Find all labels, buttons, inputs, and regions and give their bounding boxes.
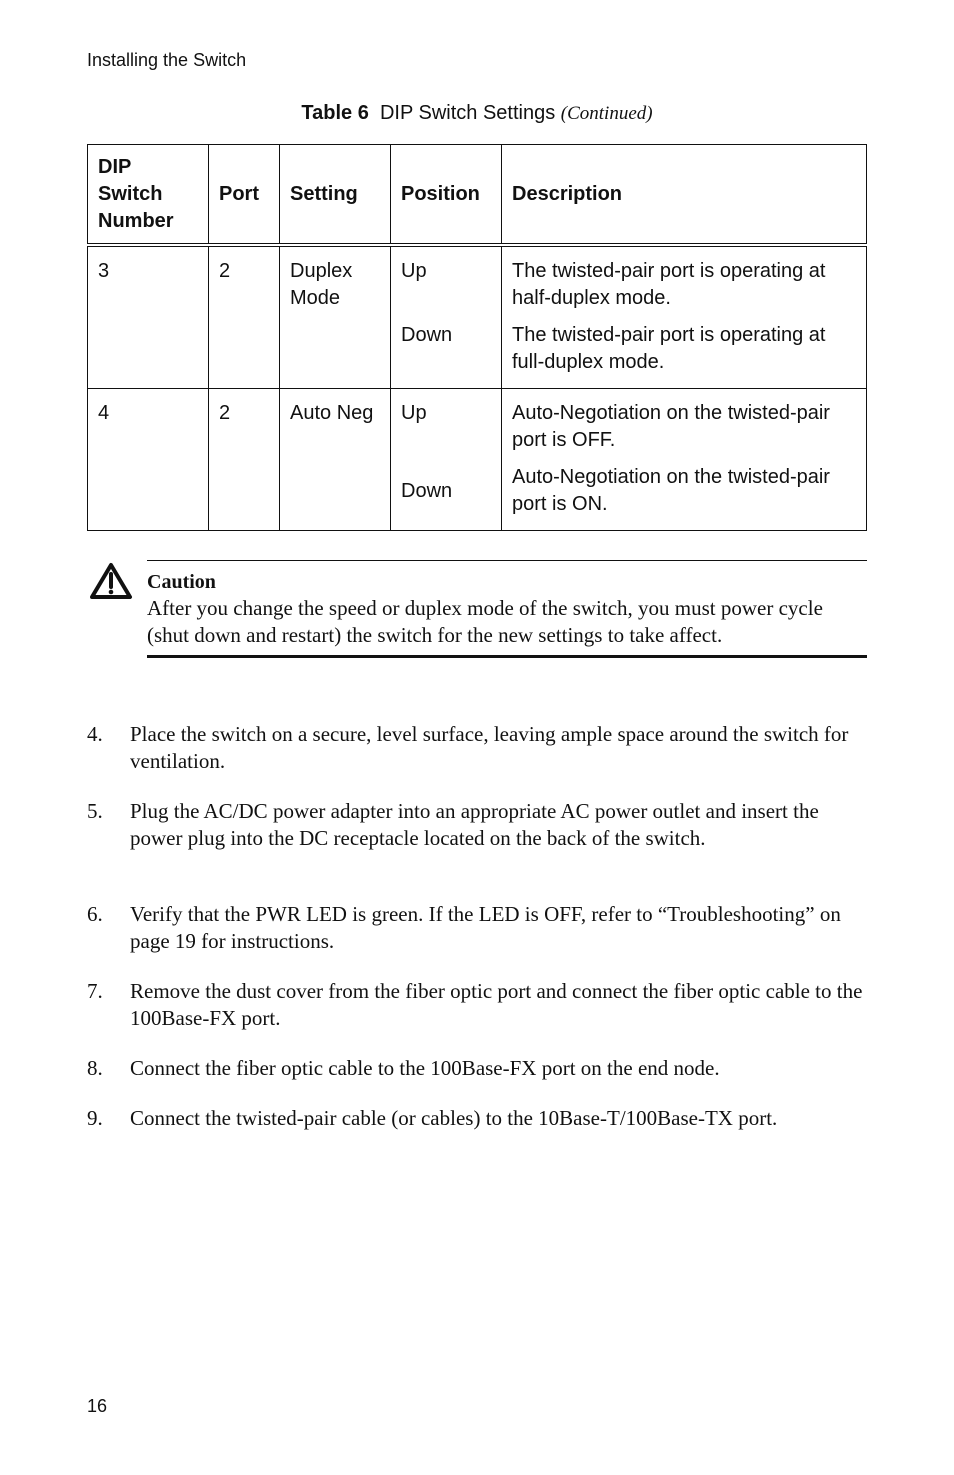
table-row: [88, 245, 867, 389]
step-text: Place the switch on a secure, level surface, leaving ample space around the switch for ventilation.: [130, 722, 849, 773]
instruction-steps: [87, 721, 867, 1132]
cell-port: 2: [209, 389, 280, 531]
cell-description: [502, 389, 867, 531]
table-caption-continued: (Continued): [560, 103, 653, 124]
cell-dip: 4: [88, 389, 209, 531]
table-caption-title: DIP Switch Settings: [379, 102, 556, 124]
column-header-description: Description: [502, 145, 867, 246]
description-up: Auto-Negotiation on the twisted-pair port is OFF.: [512, 402, 830, 451]
cell-port: 2: [209, 245, 280, 389]
step-number: 8.: [87, 1056, 103, 1080]
step-text: Remove the dust cover from the fiber optic port and connect the fiber optic cable to the 100Base-FX port.: [130, 979, 863, 1030]
step-number: 9.: [87, 1106, 103, 1130]
caution-title: Caution: [147, 571, 216, 593]
setting-line: Duplex: [290, 260, 353, 282]
caution-box: [147, 560, 867, 658]
step-number: 4.: [87, 722, 103, 746]
warning-triangle-icon: [89, 562, 133, 600]
list-item: [87, 1055, 867, 1105]
cell-setting: [280, 245, 391, 389]
list-item: [87, 901, 867, 978]
step-number: 7.: [87, 979, 103, 1003]
list-item: [87, 1105, 867, 1132]
setting-line: Mode: [290, 287, 341, 309]
column-header-position: Position: [391, 145, 502, 246]
dip-switch-table: [87, 144, 867, 531]
cell-dip: 3: [88, 245, 209, 389]
list-item: [87, 798, 867, 901]
position-up: Up: [401, 260, 427, 282]
step-text: Connect the twisted-pair cable (or cables) to the 10Base-T/100Base-TX port.: [130, 1106, 778, 1130]
position-down: Down: [401, 480, 453, 502]
step-text: Verify that the PWR LED is green. If the LED is OFF, refer to “Troubleshooting” on page 19 for instructions.: [130, 902, 841, 953]
list-item: [87, 978, 867, 1055]
page-number: 16: [87, 1396, 108, 1416]
position-up: Up: [401, 402, 427, 424]
setting-line: Auto Neg: [290, 402, 374, 424]
position-down: Down: [401, 324, 453, 346]
table-caption: [0, 102, 954, 125]
cell-description: [502, 245, 867, 389]
cell-setting: [280, 389, 391, 531]
running-header: Installing the Switch: [87, 50, 247, 70]
cell-position: [391, 245, 502, 389]
list-item: [87, 721, 867, 798]
table-caption-label: Table 6: [301, 102, 369, 124]
column-header-setting: Setting: [280, 145, 391, 246]
column-header-port: Port: [209, 145, 280, 246]
table-row: [88, 389, 867, 531]
description-up: The twisted-pair port is operating at half-duplex mode.: [512, 260, 826, 309]
description-down: Auto-Negotiation on the twisted-pair port is ON.: [512, 466, 830, 515]
column-header-dip: DIP Switch Number: [88, 145, 209, 246]
caution-text: After you change the speed or duplex mode of the switch, you must power cycle (shut down and restart) the switch for the new settings to take affect.: [147, 596, 823, 647]
description-down: The twisted-pair port is operating at full-duplex mode.: [512, 324, 826, 373]
step-text: Plug the AC/DC power adapter into an appropriate AC power outlet and insert the power plug into the DC receptacle located on the back of the switch.: [130, 799, 819, 850]
cell-position: [391, 389, 502, 531]
step-number: 5.: [87, 799, 103, 823]
step-text: Connect the fiber optic cable to the 100Base-FX port on the end node.: [130, 1056, 720, 1080]
table-header-row: [88, 145, 867, 246]
step-number: 6.: [87, 902, 103, 926]
